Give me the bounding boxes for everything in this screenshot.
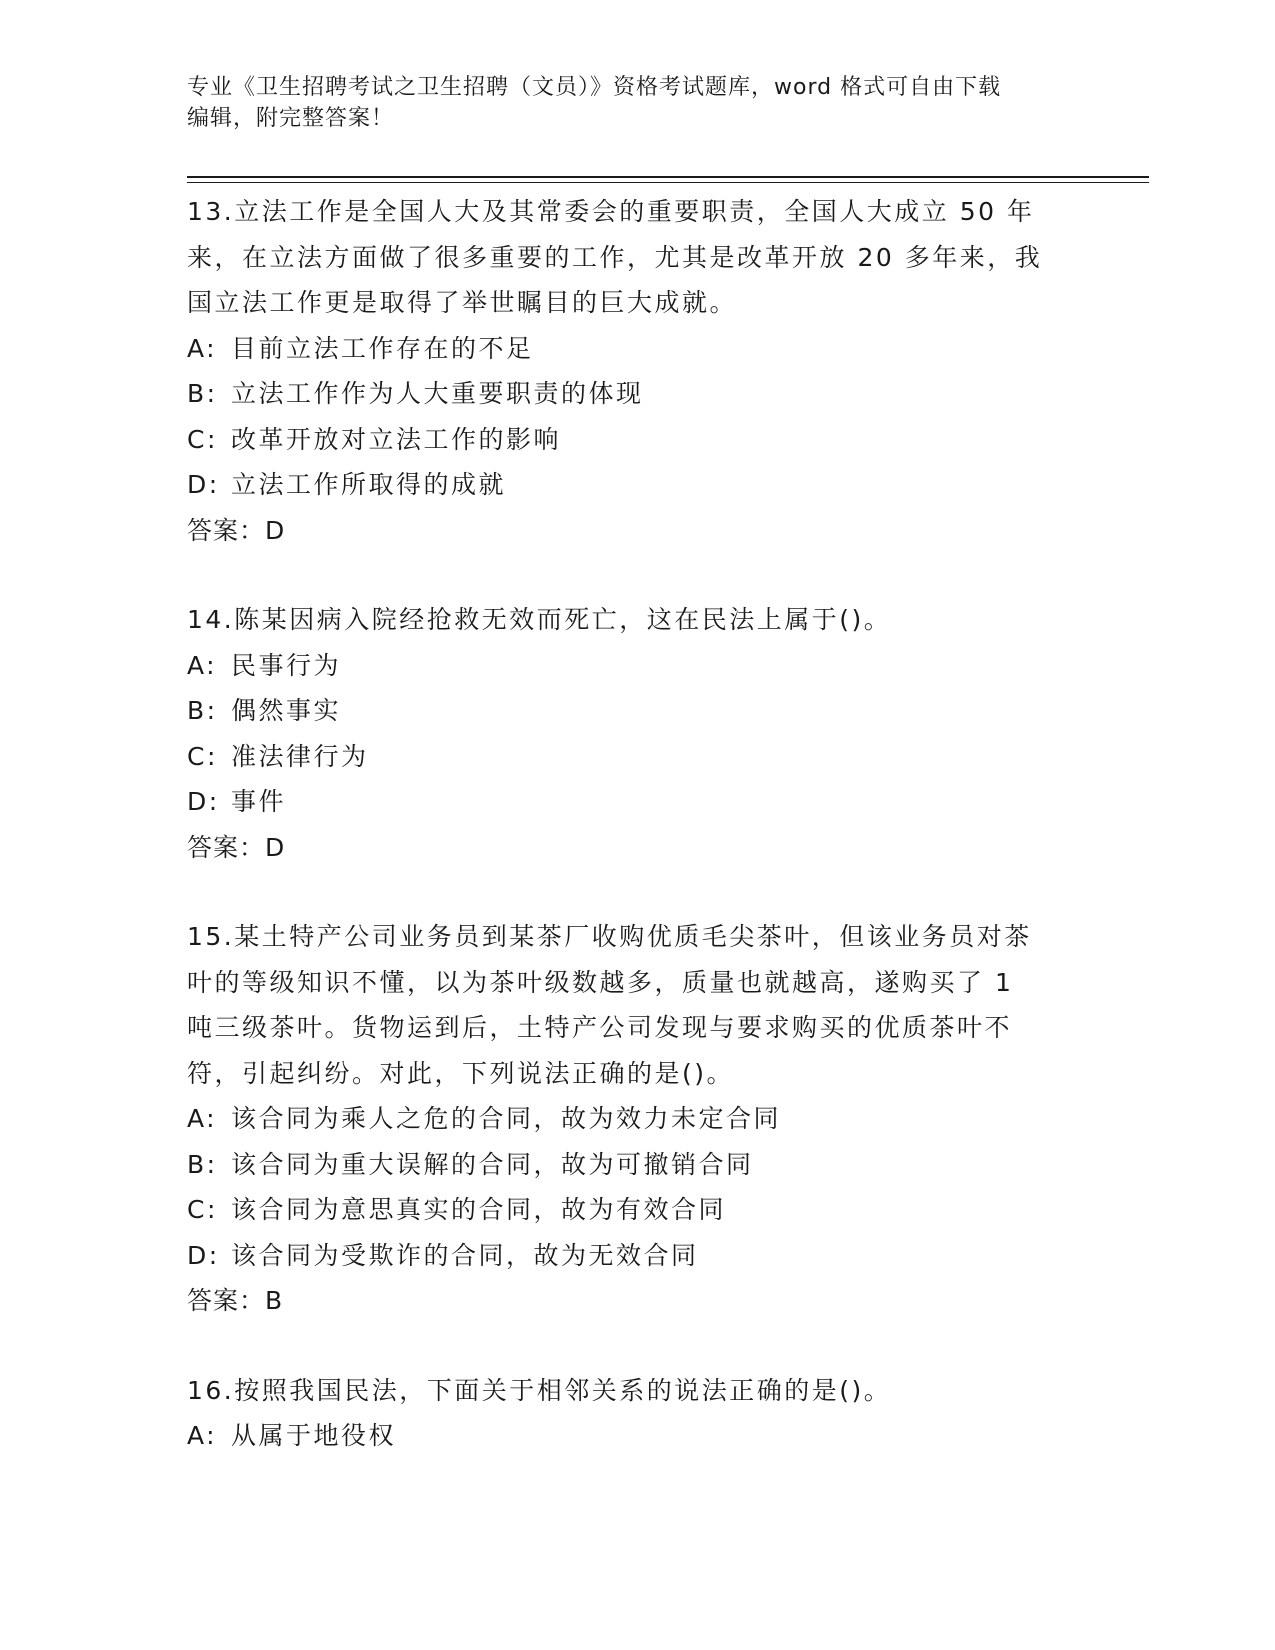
- option-b: [187, 688, 1087, 734]
- question-text-line: 符，引起纠纷。对此，下列说法正确的是()。: [187, 1058, 735, 1088]
- option-text: 民事行为: [231, 650, 342, 680]
- option-d: [187, 1233, 1087, 1279]
- option-key: C:: [187, 424, 218, 454]
- option-a: [187, 643, 1087, 689]
- question-text-line: 14.陈某因病入院经抢救无效而死亡，这在民法上属于()。: [187, 605, 892, 634]
- question-list: [187, 189, 1087, 1503]
- question-13: [187, 189, 1087, 553]
- answer-label: 答案：B: [187, 1286, 284, 1315]
- document-header: [187, 72, 1067, 134]
- question-text-line: 叶的等级知识不懂，以为茶叶级数越多，质量也就越高，遂购买了 1: [187, 967, 1014, 997]
- option-d: [187, 462, 1087, 508]
- option-key: B:: [187, 1149, 218, 1179]
- question-14: [187, 597, 1087, 870]
- option-text: 该合同为乘人之危的合同，故为效力未定合同: [231, 1104, 782, 1133]
- option-key: A:: [187, 1104, 218, 1133]
- option-text: 事件: [231, 787, 287, 816]
- question-text-line: 13.立法工作是全国人大及其常委会的重要职责，全国人大成立 50 年: [187, 197, 1035, 226]
- option-key: A:: [187, 333, 218, 363]
- option-key: D:: [187, 1240, 220, 1270]
- option-text: 立法工作作为人大重要职责的体现: [231, 379, 644, 408]
- option-text: 偶然事实: [231, 696, 342, 725]
- option-key: D:: [187, 787, 220, 816]
- question-text-line: 15.某土特产公司业务员到某茶厂收购优质毛尖茶叶，但该业务员对茶: [187, 922, 1032, 951]
- answer-label: 答案：D: [187, 515, 286, 545]
- question-text-line: 来，在立法方面做了很多重要的工作，尤其是改革开放 20 多年来，我: [187, 242, 1043, 272]
- header-divider-thin: [187, 182, 1149, 183]
- option-key: A:: [187, 650, 218, 680]
- option-b: [187, 1142, 1087, 1188]
- option-text: 立法工作所取得的成就: [231, 470, 507, 499]
- header-line-2: 编辑，附完整答案！: [187, 106, 395, 131]
- option-key: B:: [187, 379, 218, 408]
- option-text: 改革开放对立法工作的影响: [231, 424, 562, 454]
- option-text: 目前立法工作存在的不足: [231, 333, 534, 363]
- option-c: [187, 417, 1087, 463]
- option-key: C:: [187, 741, 218, 771]
- option-a: [187, 1413, 1087, 1459]
- option-key: D:: [187, 470, 220, 499]
- header-line-1: 专业《卫生招聘考试之卫生招聘（文员）》资格考试题库，word 格式可自由下载: [187, 75, 1002, 100]
- option-text: 从属于地役权: [231, 1421, 397, 1450]
- header-divider-thick: [187, 176, 1149, 178]
- option-a: [187, 1096, 1087, 1142]
- option-text: 该合同为意思真实的合同，故为有效合同: [231, 1195, 727, 1224]
- option-d: [187, 779, 1087, 825]
- option-text: 该合同为受欺诈的合同，故为无效合同: [231, 1240, 699, 1270]
- question-15: [187, 914, 1087, 1324]
- question-text-line: 国立法工作更是取得了举世瞩目的巨大成就。: [187, 288, 738, 317]
- option-c: [187, 734, 1087, 780]
- option-c: [187, 1187, 1087, 1233]
- answer-label: 答案：D: [187, 832, 286, 862]
- question-text-line: 吨三级茶叶。货物运到后，土特产公司发现与要求购买的优质茶叶不: [187, 1013, 1013, 1042]
- option-text: 准法律行为: [231, 741, 369, 771]
- option-key: C:: [187, 1195, 218, 1224]
- question-text-line: 16.按照我国民法，下面关于相邻关系的说法正确的是()。: [187, 1375, 892, 1405]
- option-key: B:: [187, 696, 218, 725]
- option-a: [187, 326, 1087, 372]
- question-16: [187, 1368, 1087, 1459]
- option-b: [187, 371, 1087, 417]
- option-text: 该合同为重大误解的合同，故为可撤销合同: [231, 1149, 754, 1179]
- option-key: A:: [187, 1421, 218, 1450]
